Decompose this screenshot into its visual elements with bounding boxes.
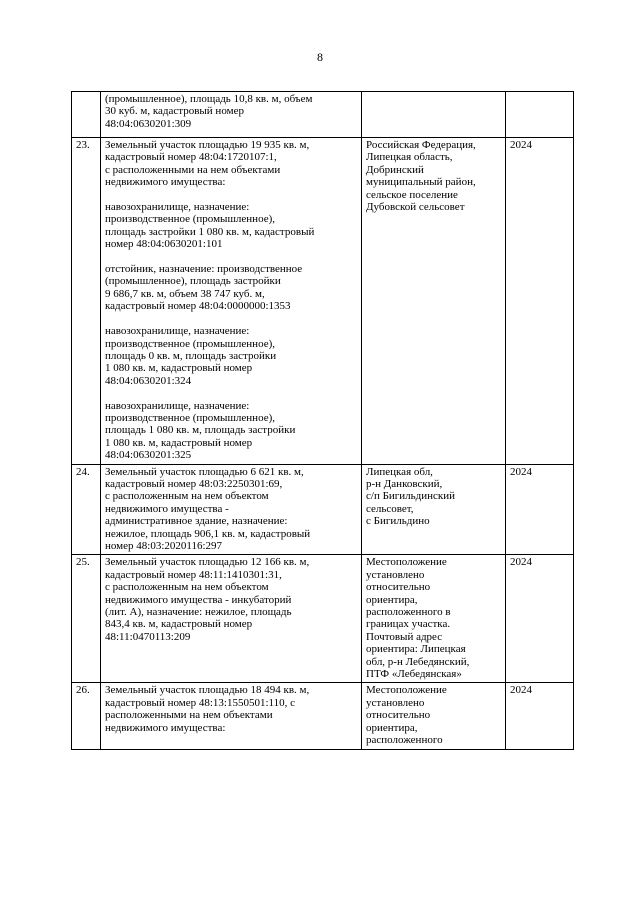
object-description: Земельный участок площадью 18 494 кв. м, кадастровый номер 48:13:1550501:110, с расположенными на нем объектами недвижимого имущества: xyxy=(101,683,362,749)
target-year: 2024 xyxy=(506,138,574,465)
property-table xyxy=(71,91,574,750)
object-description: (промышленное), площадь 10,8 кв. м, объем 30 куб. м, кадастровый номер 48:04:0630201:309 xyxy=(101,92,362,138)
row-number: 26. xyxy=(72,683,101,749)
object-location: Местоположение установлено относительно ориентира, расположенного xyxy=(362,683,506,749)
row-number: 24. xyxy=(72,464,101,555)
object-description: Земельный участок площадью 12 166 кв. м, кадастровый номер 48:11:1410301:31, с расположенным на нем объектом недвижимого имущества - инкубаторий (лит. А), назначение: нежилое, площадь 843,4 кв. м, кадастровый номер 48:11:0470113:209 xyxy=(101,555,362,683)
object-location: Российская Федерация, Липецкая область, Добринский муниципальный район, сельское поселение Дубовской сельсовет xyxy=(362,138,506,465)
page-number: 8 xyxy=(317,50,323,64)
table-row xyxy=(72,138,574,465)
table-row xyxy=(72,92,574,138)
object-description: Земельный участок площадью 6 621 кв. м, кадастровый номер 48:03:2250301:69, с расположенным на нем объектом недвижимого имущества - административное здание, назначение: нежилое, площадь 906,1 кв. м, кадастровый номер 48:03:2020116:297 xyxy=(101,464,362,555)
row-number: 25. xyxy=(72,555,101,683)
row-number xyxy=(72,92,101,138)
row-number: 23. xyxy=(72,138,101,465)
target-year: 2024 xyxy=(506,683,574,749)
target-year: 2024 xyxy=(506,555,574,683)
object-location: Липецкая обл, р-н Данковский, с/п Бигильдинский сельсовет, с Бигильдино xyxy=(362,464,506,555)
target-year: 2024 xyxy=(506,464,574,555)
table-row xyxy=(72,683,574,749)
table-row xyxy=(72,555,574,683)
table-row xyxy=(72,464,574,555)
object-location: Местоположение установлено относительно ориентира, расположенного в границах участка. Почтовый адрес ориентира: Липецкая обл, р-н Лебедянский, ПТФ «Лебедянская» xyxy=(362,555,506,683)
target-year xyxy=(506,92,574,138)
object-description: Земельный участок площадью 19 935 кв. м, кадастровый номер 48:04:1720107:1, с расположенными на нем объектами недвижимого имущества: навозохранилище, назначение: производственное (промышленное), площадь застройки 1 080 кв. м, кадастровый номер 48:04:0630201:101 отстойник, назначение: производственное (промышленное), площадь застройки 9 686,7 кв. м, объем 38 747 куб. м, кадастровый номер 48:04:0000000:1353 навозохранилище, назначение: производственное (промышленное), площадь 0 кв. м, площадь застройки 1 080 кв. м, кадастровый номер 48:04:0630201:324 навозохранилище, назначение: производственное (промышленное), площадь 1 080 кв. м, площадь застройки 1 080 кв. м, кадастровый номер 48:04:0630201:325 xyxy=(101,138,362,465)
object-location xyxy=(362,92,506,138)
